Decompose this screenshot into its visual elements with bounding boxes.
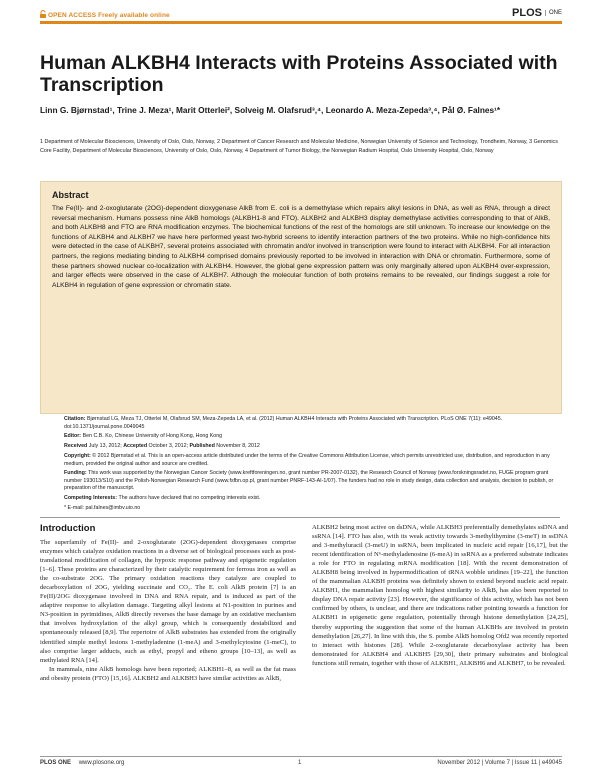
footer-journal-name: PLOS ONE: [40, 760, 72, 766]
intro-paragraph-right: ALKBH2 being most active on dsDNA, while ALKBH3 preferentially demethylates ssDNA and ssRNA [14]. FTO has also, with its weak activity towards 3-methylthymine (3-meT) in ssDNA and 3-methyluracil (3-meU) in ssRNA, been implicated in nucleic acid repair [16,17], but the recent identification of N⁶-methyladenosine (6-meA) in ssRNA as a preferred substrate indicates a role for FTO in regulating mRNA modification [18]. With the recent demonstration of ALKBH8 being involved in hypermodification of tRNA wobble uridines [19–22], the function of the mammalian ALKBH proteins was definitely shown to extend beyond nucleic acid repair. ALKBH1, the mammalian homolog with highest similarity to AlkB, has also been reported to display DNA repair activity [23]. However, the significance of this activity, which has not been confirmed by others, is unclear, and there are indications rather pointing towards a function for ALKBH1 in epigenetic gene regulation, potentially through histone demethylation [24,25], thereby supporting the suggestion that some of the human ALKBHs are involved in protein demethylation [26,27]. In line with this, the S. pombe AlkB homolog Ofd2 was recently reported to interact with histones [28]. While 2-oxoglutarate decarboxylase activity has been demonstrated for ALKBH4 and ALKBH5 [29,30], their primary substrates and biological functions still remain, together with those of ALKBH1, ALKBH6 and ALKBH7, to be revealed.: [312, 524, 568, 667]
abstract-heading: Abstract: [52, 190, 89, 200]
citation-label: Citation:: [64, 416, 86, 422]
published-label: Published: [189, 443, 215, 449]
received-label: Received: [64, 443, 88, 449]
funding-line: [64, 470, 564, 493]
affiliations: 1 Department of Molecular Biosciences, University of Oslo, Oslo, Norway, 2 Department of Cancer Research and Molecular Medicine, Norwegian University of Science and Technology, Trondheim, Norway, 3 Genomics Core Facility, Department of Molecular Biosciences, University of Oslo, Oslo, Norway, 4 Department of Tumor Biology, the Norwegian Radium Hospital, Oslo University Hospital, Oslo, Norway: [40, 139, 558, 154]
accepted-label: Accepted: [123, 443, 148, 449]
email-line: [64, 505, 564, 513]
intro-separator: [40, 517, 560, 518]
funding-line-label: Funding:: [64, 470, 89, 476]
footer-url[interactable]: www.plosone.org: [78, 760, 125, 766]
copyright-label: Copyright:: [64, 453, 91, 459]
dates-line: [64, 443, 564, 451]
footer-issue: November 2012 | Volume 7 | Issue 11 | e49045: [437, 760, 562, 766]
competing-line: [64, 495, 564, 503]
header-rule: [40, 21, 562, 24]
received-date: July 13, 2012;: [88, 443, 122, 449]
competing-line-text: The authors have declared that no competing interests exist.: [118, 495, 261, 501]
intro-paragraph-2: In mammals, nine AlkB homologs have been reported; ALKBH1–8, as well as the fat mass and obesity protein (FTO) [15,16]. ALKBH2 and ALKBH3 have similar activities as AlkB,: [40, 665, 296, 682]
citation-line: [64, 416, 564, 431]
copyright-line: [64, 453, 564, 468]
editor-label: Editor:: [64, 433, 82, 439]
open-access-banner: [40, 10, 170, 20]
editor-text: Ben C.B. Ko, Chinese University of Hong Kong, Hong Kong: [82, 433, 223, 439]
editor-line: [64, 433, 564, 441]
published-date: November 8, 2012: [216, 443, 260, 449]
intro-paragraph-1: The superfamily of Fe(II)- and 2-oxoglutarate (2OG)-dependent dioxygenases comprise enzymes which catalyze oxidation reactions in a diverse set of biological processes such as post-translational modification of collagen, the hypoxic response pathway and epigenetic regulation [1–6]. These proteins are characterized by their catalytic requirement for ferrous iron as well as the co-substrate 2OG. The primary oxidation reactions they catalyze are coupled to decarboxylation of 2OG, yielding succinate and CO₂. The E. coli AlkB protein [7] is an Fe(II)/2OG dioxygenase involved in DNA and RNA repair, and is induced as part of the adaptive response to alkylation damage. Targeting alkyl lesions at N1-position in purines and N3-position in pyrimidines, AlkB directly reverses the base damage by an oxidative mechanism that involves hydroxylation of the alkyl group, which is consequently destabilized and spontaneously released [8,9]. The repertoire of AlkB substrates has extended from the originally identified simple methyl lesions 1-methyladenine (1-meA) and 3-methylcytosine (1-meC), to also comprise larger adducts, such as ethyl, propyl and etheno groups [10–13], as well as methylated RNA [14].: [40, 539, 296, 664]
intro-column-left: [40, 538, 296, 683]
logo-suffix: ONE: [545, 10, 562, 16]
intro-column-right: [312, 523, 568, 668]
footer-journal: [40, 760, 124, 766]
citation-text: Bjørnstad LG, Meza TJ, Otterlei M, Olafsrud SM, Meza-Zepeda LA, et al. (2012) Human ALKBH4 Interacts with Proteins Associated with Transcription. PLoS ONE 7(11): e49045. doi:10.1371/journal.pone.0049045: [64, 416, 503, 430]
funding-line-text: This work was supported by the Norwegian Cancer Society (www.kreftforeningen.no, grant number PR-2007-0132), the Research Council of Norway (www.forskningsradet.no, FUGE program grant number 193013/S10) and the Polish-Norwegian Research Fund (www.fsfbn.op.pl, grant number PNRF-143-AI-1/07). The funders had no role in study design, data collection and analysis, decision to publish, or preparation of the manuscript.: [64, 470, 554, 492]
page-number: 1: [298, 760, 302, 766]
abstract-box: [40, 181, 562, 414]
competing-line-label: Competing Interests:: [64, 495, 119, 501]
email-line-text: * E-mail: pal.falnes@imbv.uio.no: [64, 505, 141, 511]
abstract-text: The Fe(II)- and 2-oxoglutarate (2OG)-dependent dioxygenase AlkB from E. coli is a demethylase which repairs alkyl lesions in DNA, as well as RNA, through a direct reversal mechanism. Humans possess nine AlkB homologs (ALKBH1-8 and FTO). ALKBH2 and ALKBH3 display demethylase activities corresponding to that of AlkB, and both ALKBH8 and FTO are RNA modification enzymes. The biochemical functions of the rest of the homologs are still unknown. To increase our knowledge on the functions of ALKBH4 and ALKBH7 we have here performed yeast two-hybrid screens to identify interaction partners of the two proteins. While no high-confidence hits were detected in the case of ALKBH7, several proteins associated with chromatin and/or involved in transcription were found to interact with ALKBH4. For all interaction partners, the regions mediating binding to ALKBH4 comprised domains previously reported to be involved in interaction with DNA or chromatin. Furthermore, some of these partners showed nuclear co-localization with ALKBH4. However, the global gene expression pattern was only marginally altered upon ALKBH4 over-expression, and larger effects were observed in the case of ALKBH7. Although the molecular function of both proteins remains to be revealed, our findings suggest a role for ALKBH4 in regulation of gene expression or chromatin state.: [52, 205, 550, 289]
footer-rule: [40, 756, 562, 757]
open-lock-icon: [40, 10, 46, 20]
intro-heading: Introduction: [40, 523, 96, 534]
article-title: Human ALKBH4 Interacts with Proteins Associated with Transcription: [40, 52, 558, 96]
open-access-text: OPEN ACCESS Freely available online: [48, 12, 170, 19]
journal-logo: [512, 7, 562, 19]
logo-text: PLOS: [512, 7, 542, 19]
author-list: Linn G. Bjørnstad¹, Trine J. Meza¹, Marit Otterlei², Solveig M. Olafsrud³,⁴, Leonardo A. Meza-Zepeda³,⁴, Pål Ø. Falnes¹*: [40, 105, 501, 115]
copyright-text: © 2012 Bjørnstad et al. This is an open-access article distributed under the terms of the Creative Commons Attribution License, which permits unrestricted use, distribution, and reproduction in any medium, provided the original author and source are credited.: [64, 453, 550, 467]
accepted-date: October 3, 2012;: [148, 443, 189, 449]
